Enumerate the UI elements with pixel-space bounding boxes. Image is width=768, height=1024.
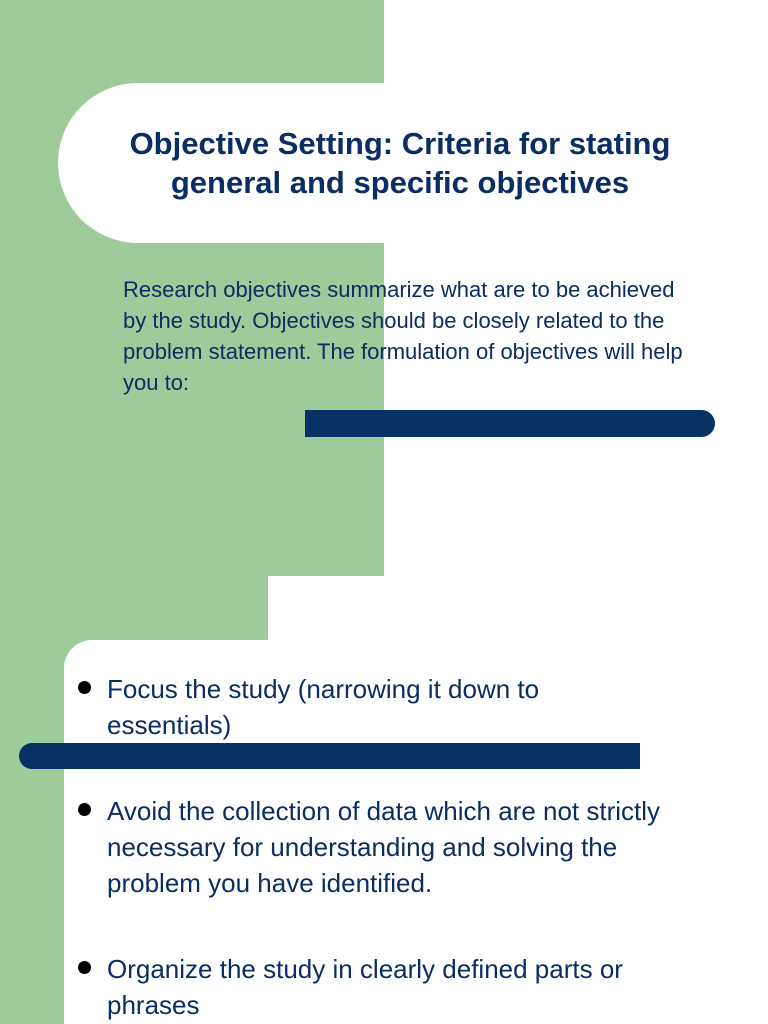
- bullet-item: [78, 951, 698, 1023]
- bullet-item: [78, 671, 698, 743]
- bullet-text: Avoid the collection of data which are not strictly necessary for understanding and solving the problem you have identified.: [107, 796, 661, 898]
- bullet-dot-icon: [78, 961, 91, 974]
- slide-title: Objective Setting: Criteria for stating general and specific objectives: [129, 126, 671, 200]
- bullet-dot-icon: [78, 803, 91, 816]
- bullet-dot-icon: [78, 681, 91, 694]
- navy-divider-bar-bottom: [19, 743, 640, 769]
- bullet-item: [78, 793, 698, 901]
- bullet-text: Organize the study in clearly defined parts or phrases: [107, 954, 623, 1020]
- navy-divider-bar-top: [305, 410, 715, 437]
- intro-paragraph: Research objectives summarize what are to be achieved by the study. Objectives should be closely related to the problem statement. The formulation of objectives will help you to:: [123, 277, 683, 395]
- bullet-text: Focus the study (narrowing it down to essentials): [107, 674, 540, 740]
